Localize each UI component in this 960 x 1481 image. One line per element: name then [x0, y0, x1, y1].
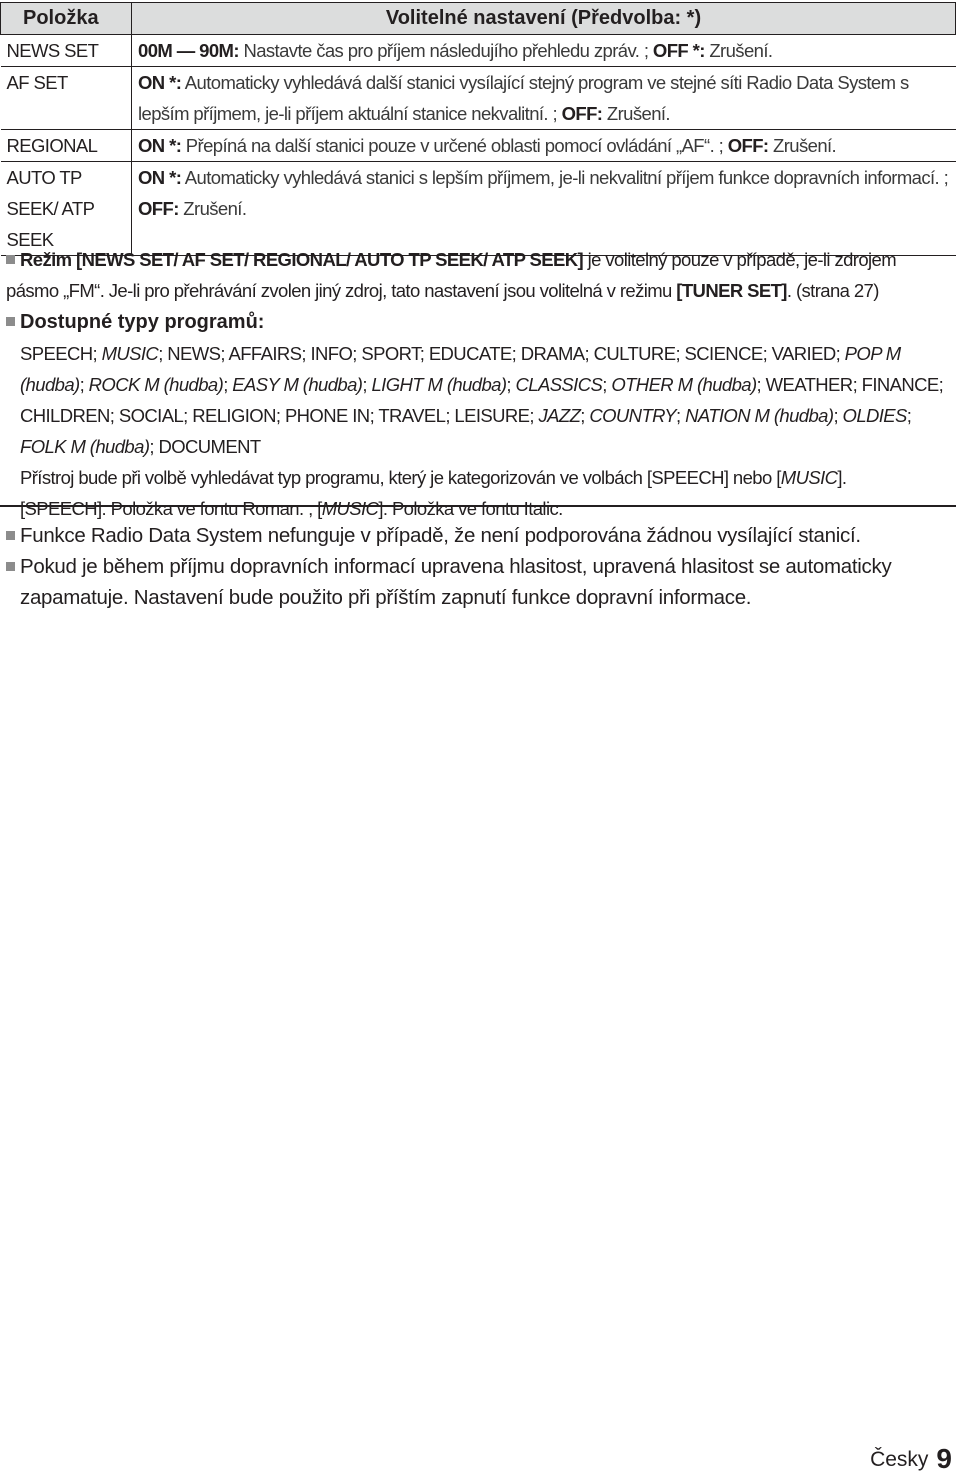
setting-item: AUTO TP SEEK/ ATP SEEK [1, 162, 132, 256]
program-type: OTHER M (hudba) [611, 374, 757, 395]
program-types-section [6, 306, 946, 524]
program-type: DOCUMENT [158, 436, 261, 457]
mode-note-text: je volitelný pouze v případě, je-li zdrojem pásmo „FM“. Je-li pro přehrávání zvolen jiný zdroj, tato nastavení jsou volitelná v režimu [6, 249, 897, 301]
program-type: NEWS [167, 343, 221, 364]
option-value: OFF: [727, 135, 769, 156]
item-column-header: Položka [1, 3, 132, 35]
setting-description [132, 130, 956, 162]
table-body [1, 35, 956, 256]
option-value: ON *: [138, 167, 182, 188]
legend-music: MUSIC [321, 498, 379, 519]
square-bullet-icon [6, 531, 15, 540]
program-type: WEATHER [765, 374, 853, 395]
option-text: Automaticky vyhledává stanici s lepším příjmem, je-li nekvalitní příjem funkce dopravních informací. ; [181, 167, 949, 188]
program-type: COUNTRY [589, 405, 676, 426]
program-type: CLASSICS [515, 374, 603, 395]
square-bullet-icon [6, 562, 15, 571]
program-type: CULTURE [593, 343, 676, 364]
program-type: CHILDREN [20, 405, 110, 426]
square-bullet-icon [6, 255, 15, 264]
setting-description [132, 35, 956, 67]
table-header-row [1, 3, 956, 35]
program-type: VARIED [771, 343, 836, 364]
program-type: SOCIAL [118, 405, 184, 426]
program-types-heading-row [6, 306, 946, 338]
setting-description [132, 162, 956, 256]
search-note-music: MUSIC [780, 467, 838, 488]
program-types-list: SPEECH; MUSIC; NEWS; AFFAIRS; INFO; SPORT; EDUCATE; DRAMA; CULTURE; SCIENCE; VARIED; POP M (hudba); ROCK M (hudba); EASY M (hudba); LIGHT M (hudba); CLASSICS; OTHER M (hudba); WEATHER; FINANCE; CHILDREN; SOCIAL; RELIGION; PHONE IN; TRAVEL; LEISURE; JAZZ; COUNTRY; NATION M (hudba); OLDIES; FOLK M (hudba); DOCUMENT [20, 343, 944, 457]
program-type: TRAVEL [378, 405, 446, 426]
setting-item: AF SET [1, 67, 132, 130]
note-rds-text: Funkce Radio Data System nefunguje v případě, že není podporována žádnou vysílající stanicí. [20, 524, 861, 547]
setting-item: REGIONAL [1, 130, 132, 162]
program-type: EASY M (hudba) [232, 374, 363, 395]
program-type: AFFAIRS [228, 343, 302, 364]
mode-note [6, 244, 946, 306]
note-rds-unsupported [6, 520, 952, 551]
option-text: Zrušení. [602, 103, 670, 124]
search-note-end: ]. [837, 467, 847, 488]
option-text: Přepíná na další stanici pouze v určené oblasti pomocí ovládání „AF“. ; [181, 135, 728, 156]
program-type: FINANCE [861, 374, 939, 395]
search-note-text: Přístroj bude při volbě vyhledávat typ programu, který je kategorizován ve volbách [SPEECH] nebo [ [20, 467, 781, 488]
setting-description [132, 67, 956, 130]
table-row [1, 130, 956, 162]
option-text: Automaticky vyhledává další stanici vysílající stejný program ve stejné síti Radio Data System s lepším příjmem, je-li příjem aktuální stanice nekvalitní. ; [138, 72, 909, 124]
table-row [1, 162, 956, 256]
tuner-set-label: [TUNER SET] [676, 280, 787, 301]
setting-item: NEWS SET [1, 35, 132, 67]
option-text: Zrušení. [768, 135, 837, 156]
option-column-header: Volitelné nastavení (Předvolba: *) [132, 3, 956, 35]
section-divider [0, 505, 956, 507]
program-type: NATION M (hudba) [685, 405, 834, 426]
mode-note-lead: Režim [NEWS SET/ AF SET/ REGIONAL/ AUTO TP SEEK/ ATP SEEK] [20, 249, 584, 270]
footer-language: Česky [870, 1448, 929, 1471]
program-type: SPEECH [20, 343, 93, 364]
option-value: ON *: [138, 72, 182, 93]
program-type: ROCK M (hudba) [88, 374, 224, 395]
option-value: ON *: [138, 135, 182, 156]
program-type: LEISURE [454, 405, 530, 426]
program-type: DRAMA [520, 343, 585, 364]
program-type: SPORT [361, 343, 420, 364]
page-footer [870, 1443, 952, 1475]
option-value: OFF: [561, 103, 603, 124]
legend-roman-text: [SPEECH]: Položka ve fontu Roman. ; [ [20, 498, 322, 519]
option-value: OFF *: [652, 40, 705, 61]
program-type: OLDIES [842, 405, 907, 426]
program-type: JAZZ [538, 405, 581, 426]
table-row [1, 35, 956, 67]
general-notes [6, 520, 952, 613]
program-type: SCIENCE [684, 343, 763, 364]
program-types-heading: Dostupné typy programů: [20, 311, 265, 333]
program-search-note [6, 462, 946, 493]
settings-table [0, 2, 956, 256]
legend-italic-text: ]: Položka ve fontu Italic. [378, 498, 563, 519]
program-type: FOLK M (hudba) [20, 436, 150, 457]
option-value: 00M — 90M: [138, 40, 239, 61]
note-volume-text: Pokud je během příjmu dopravních informací upravena hlasitost, upravená hlasitost se automaticky zapamatuje. Nastavení bude použito při příštím zapnutí funkce dopravní informace. [20, 555, 892, 609]
mode-note-page-ref: . (strana 27) [786, 280, 879, 301]
option-text: Nastavte čas pro příjem následujího přehledu zpráv. ; [238, 40, 653, 61]
program-type: INFO [310, 343, 353, 364]
program-type: POP M (hudba) [20, 343, 901, 395]
note-volume-memory [6, 551, 952, 613]
program-type: RELIGION [192, 405, 276, 426]
option-text: Zrušení. [178, 198, 247, 219]
option-text: Zrušení. [704, 40, 773, 61]
program-type: MUSIC [101, 343, 159, 364]
page-number: 9 [936, 1443, 952, 1474]
table-row [1, 67, 956, 130]
program-type: EDUCATE [428, 343, 512, 364]
program-type: LIGHT M (hudba) [371, 374, 507, 395]
program-type: PHONE IN [284, 405, 370, 426]
square-bullet-icon [6, 317, 15, 326]
option-value: OFF: [138, 198, 179, 219]
